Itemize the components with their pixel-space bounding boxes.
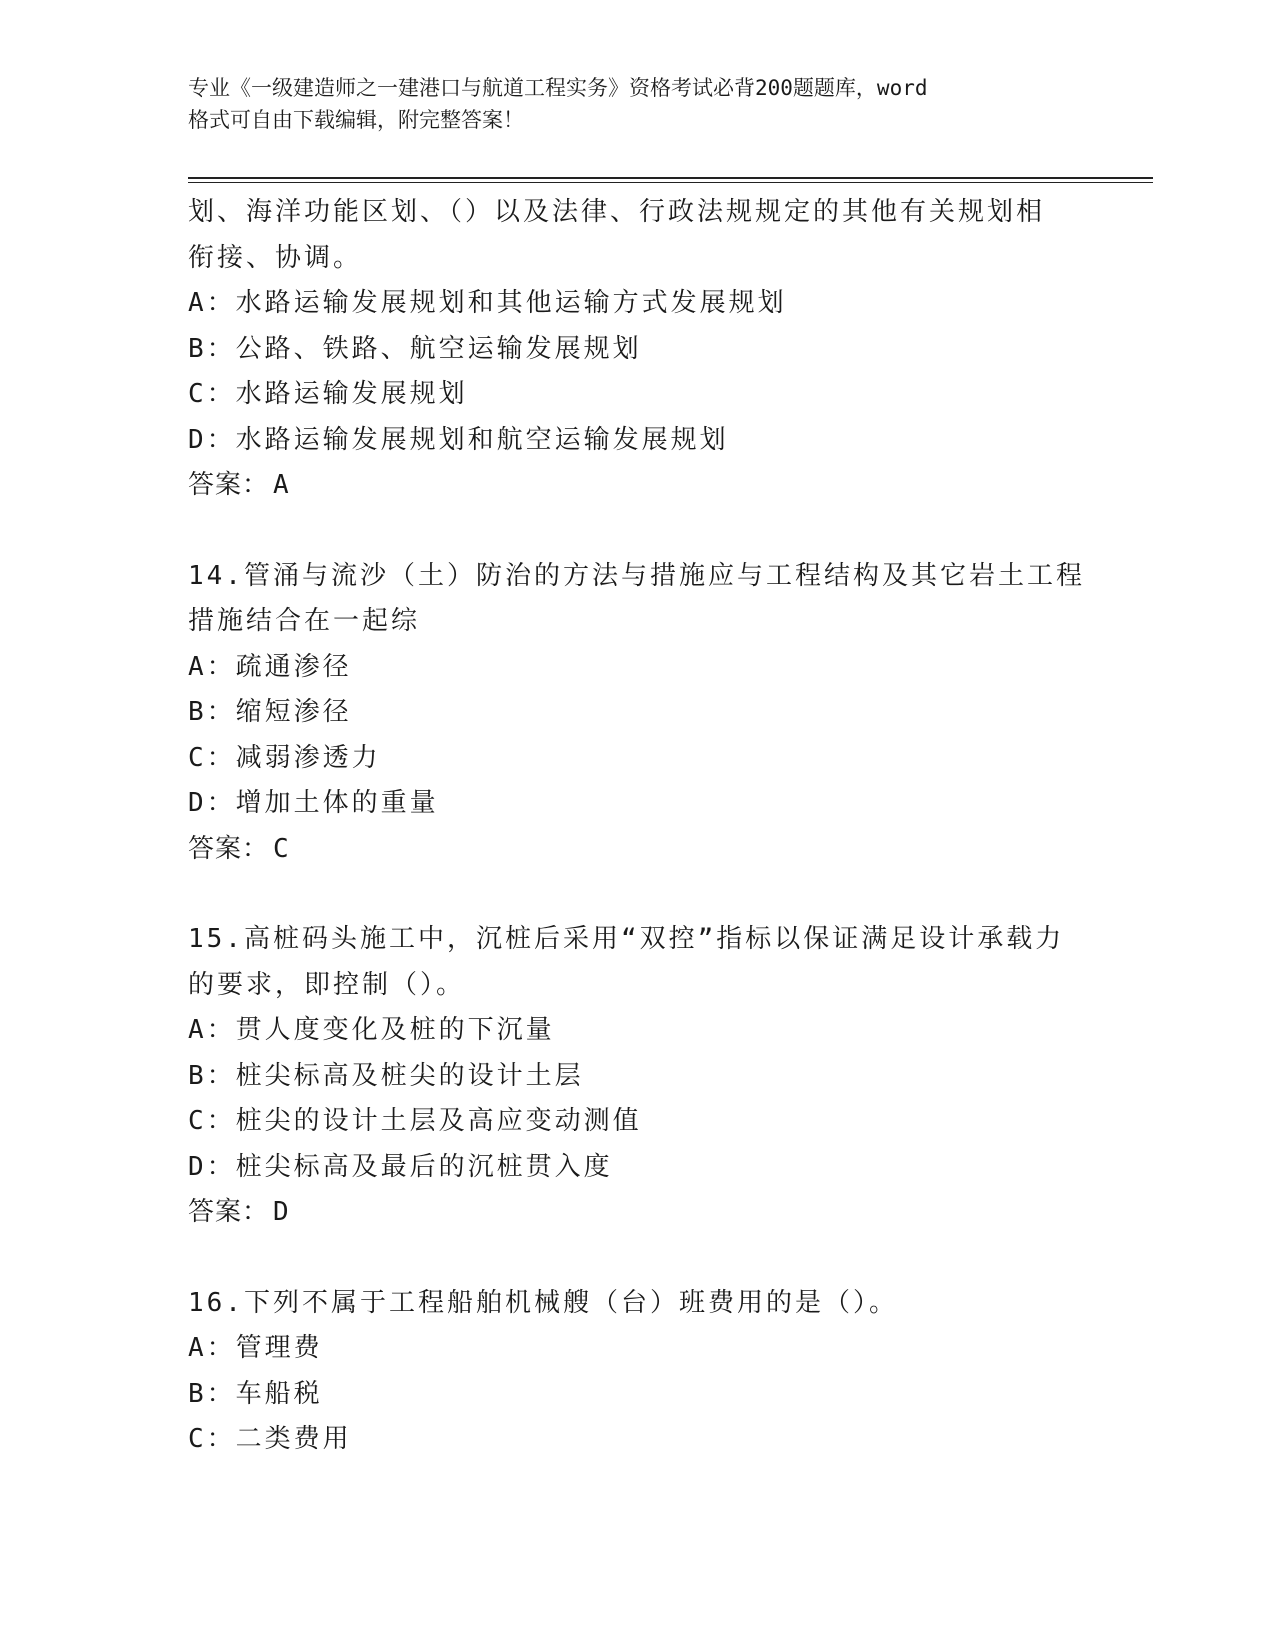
question-14: [188, 554, 1085, 873]
question-stem: 衔接、协调。: [188, 242, 363, 273]
option-d: D：增加土体的重量: [188, 788, 439, 818]
question-stem: 划、海洋功能区划、（）以及法律、行政法规规定的其他有关规划相: [188, 197, 1046, 227]
option-a: A：疏通渗径: [188, 651, 352, 682]
answer-label: 答案：: [188, 833, 270, 864]
question-gap: [188, 1236, 1078, 1281]
document-body: [188, 190, 1085, 1463]
option-b: B：公路、铁路、航空运输发展规划: [188, 333, 642, 364]
answer-label: 答案：: [188, 470, 270, 500]
option-c: C：桩尖的设计土层及高应变动测值: [188, 1106, 642, 1136]
question-stem: 措施结合在一起综: [188, 606, 421, 636]
answer-value: A: [273, 470, 290, 500]
option-c: C：二类费用: [188, 1424, 352, 1454]
option-a: A：贯人度变化及桩的下沉量: [188, 1015, 555, 1045]
answer-value: D: [273, 1197, 290, 1227]
question-gap: [188, 872, 1078, 917]
option-a: A：水路运输发展规划和其他运输方式发展规划: [188, 288, 787, 318]
option-d: D：水路运输发展规划和航空运输发展规划: [188, 424, 729, 455]
option-c: C：水路运输发展规划: [188, 379, 468, 409]
option-a: A：管理费: [188, 1333, 323, 1363]
header-rule-thin: [188, 182, 1153, 183]
answer-value: C: [273, 833, 290, 864]
answer-line: [188, 827, 1078, 873]
option-d: D：桩尖标高及最后的沉桩贯入度: [188, 1151, 613, 1182]
question-13: [188, 190, 1078, 509]
question-gap: [188, 509, 1078, 554]
answer-line: [188, 463, 1078, 509]
option-c: C：减弱渗透力: [188, 742, 381, 773]
question-stem: 14.管涌与流沙（土）防治的方法与措施应与工程结构及其它岩土工程: [188, 560, 1085, 591]
question-stem: 16.下列不属于工程船舶机械艘（台）班费用的是（）。: [188, 1287, 898, 1318]
header-title-line2: 格式可自由下载编辑，附完整答案！: [188, 108, 524, 132]
document-header: [188, 72, 1068, 136]
question-stem: 15.高桩码头施工中，沉桩后采用“双控”指标以保证满足设计承载力: [188, 924, 1065, 954]
question-15: [188, 917, 1078, 1236]
answer-line: [188, 1190, 1078, 1236]
header-rule-thick: [188, 177, 1153, 179]
option-b: B：缩短渗径: [188, 697, 352, 727]
header-title-line1: 专业《一级建造师之一建港口与航道工程实务》资格考试必背200题题库，word: [188, 76, 928, 100]
answer-label: 答案：: [188, 1197, 270, 1227]
option-b: B：桩尖标高及桩尖的设计土层: [188, 1060, 584, 1091]
option-b: B：车船税: [188, 1378, 323, 1409]
question-stem: 的要求，即控制（）。: [188, 969, 466, 1000]
question-16: [188, 1281, 1078, 1463]
